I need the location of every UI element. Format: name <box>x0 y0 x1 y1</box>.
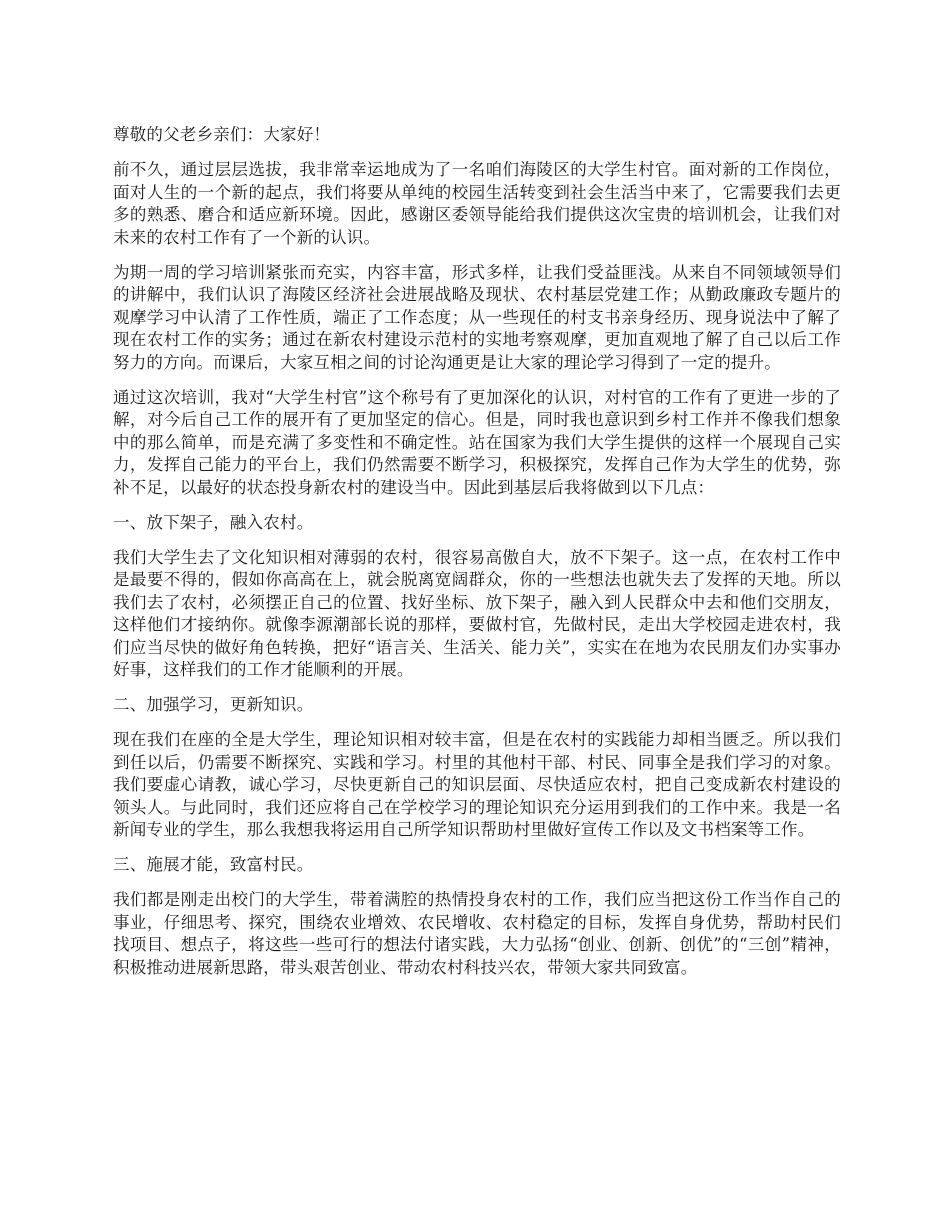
section-1-heading: 一、放下架子，融入农村。 <box>113 512 314 532</box>
paragraph-reflection: 通过这次培训，我对“大学生村官”这个称号有了更加深化的认识，对村官的工作有了更进一步的了解，对今后自己工作的展开有了更加坚定的信心。但是，同时我也意识到乡村工作并不像我们想象中的那么简单，而是充满了多变性和不确定性。站在国家为我们大学生提供的这样一个展现自己实力，发挥自己能力的平台上，我们仍然需要不断学习，积极探究，发挥自己作为大学生的优势，弥补不足，以最好的状态投身新农村的建设当中。因此到基层后我将做到以下几点： <box>113 387 841 497</box>
section-3-heading: 三、施展才能，致富村民。 <box>113 855 314 874</box>
section-2-body: 现在我们在座的全是大学生，理论知识相对较丰富，但是在农村的实践能力却相当匮乏。所以我们到任以后，仍需要不断探究、实践和学习。村里的其他村干部、村民、同事全是我们学习的对象。我们要虚心请教，诚心学习，尽快更新自己的知识层面、尽快适应农村，把自己变成新农村建设的领头人。与此同时，我们还应将自己在学校学习的理论知识充分运用到我们的工作中来。我是一名新闻专业的学生，那么我想我将运用自己所学知识帮助村里做好宣传工作以及文书档案等工作。 <box>113 730 841 839</box>
greeting: 尊敬的父老乡亲们：大家好！ <box>113 125 331 144</box>
section-2-heading: 二、加强学习，更新知识。 <box>113 695 314 714</box>
paragraph-training: 为期一周的学习培训紧张而充实，内容丰富，形式多样，让我们受益匪浅。从来自不同领域领导们的讲解中，我们认识了海陵区经济社会进展战略及现状、农村基层党建工作；从勤政廉政专题片的观摩学习中认清了工作性质，端正了工作态度；从一些现任的村支书亲身经历、现身说法中了解了现在农村工作的实务；通过在新农村建设示范村的实地考察观摩，更加直观地了解了自己以后工作努力的方向。而课后，大家互相之间的讨论沟通更是让大家的理论学习得到了一定的提升。 <box>113 262 841 372</box>
section-1-body: 我们大学生去了文化知识相对薄弱的农村，很容易高傲自大，放不下架子。这一点，在农村工作中是最要不得的，假如你高高在上，就会脱离宽阔群众，你的一些想法也就失去了发挥的天地。所以我们去了农村，必须摆正自己的位置、找好坐标、放下架子，融入到人民群众中去和他们交朋友，这样他们才接纳你。就像李源潮部长说的那样，要做村官，先做村民，走出大学校园走进农村，我们应当尽快的做好角色转换，把好“语言关、生活关、能力关”，实实在在地为农民朋友们办实事办好事，这样我们的工作才能顺利的开展。 <box>113 547 841 679</box>
document-body <box>113 124 841 992</box>
paragraph-intro: 前不久，通过层层选拔，我非常幸运地成为了一名咱们海陵区的大学生村官。面对新的工作岗位，面对人生的一个新的起点，我们将要从单纯的校园生活转变到社会生活当中来了，它需要我们去更多的熟悉、磨合和适应新环境。因此，感谢区委领导能给我们提供这次宝贵的培训机会，让我们对未来的农村工作有了一个新的认识。 <box>113 160 841 247</box>
section-3-body: 我们都是刚走出校门的大学生，带着满腔的热情投身农村的工作，我们应当把这份工作当作自己的事业，仔细思考、探究，围绕农业增效、农民增收、农村稳定的目标，发挥自身优势，帮助村民们找项目、想点子，将这些一些可行的想法付诸实践，大力弘扬“创业、创新、创优”的“三创”精神，积极推动进展新思路，带头艰苦创业、带动农村科技兴农，带领大家共同致富。 <box>113 890 841 977</box>
